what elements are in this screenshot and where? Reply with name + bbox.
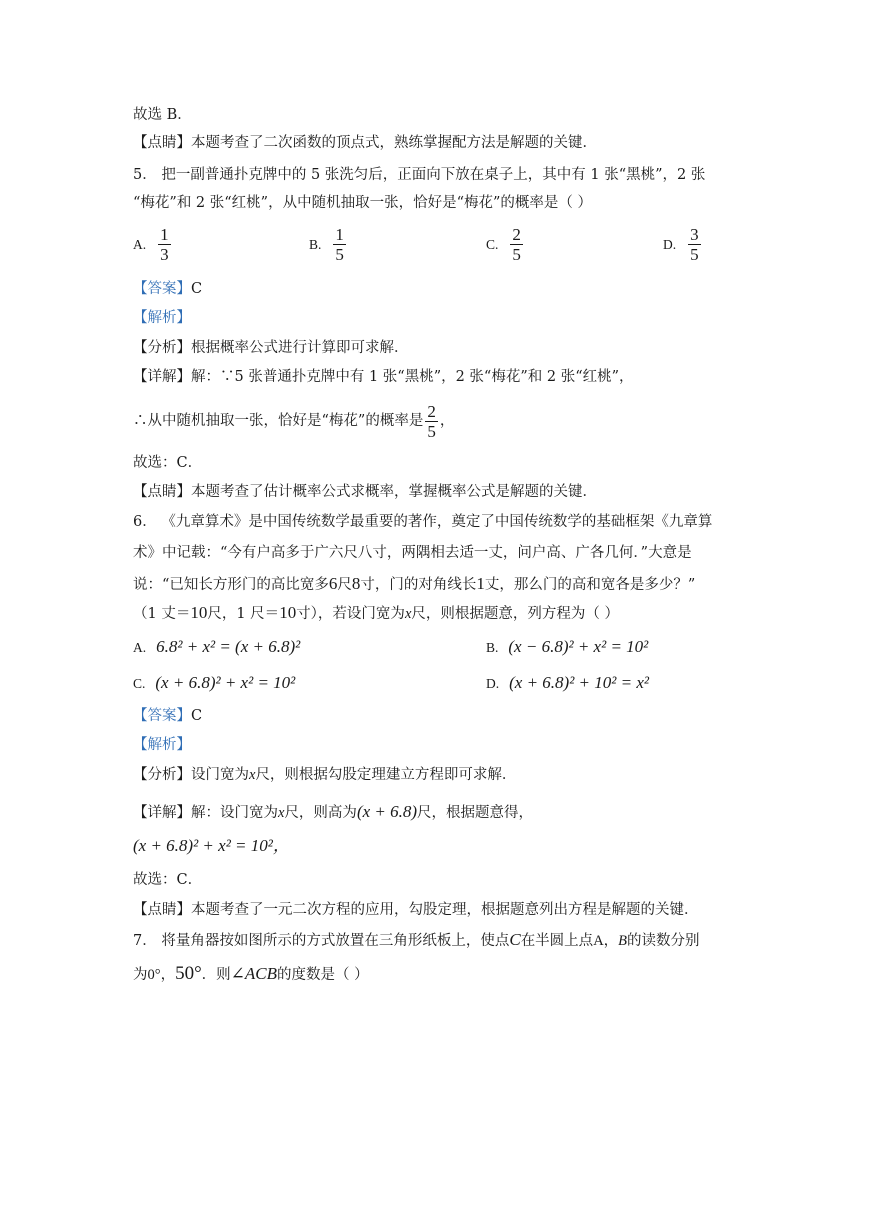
- q6-detail-line1: 【详解】解：设门宽为x尺，则高为(x + 6.8)尺，根据题意得，: [133, 802, 534, 821]
- q5-option-c: C. $\frac{2}{5}$: [486, 225, 521, 264]
- q6-answer: 【答案】C: [133, 708, 203, 724]
- q7-stem-line2: 为0°，50°．则∠ACB的度数是（ ）: [133, 963, 369, 984]
- q5-answer: 【答案】C: [133, 281, 203, 297]
- dianjing-line-q4: 【点睛】本题考查了二次函数的顶点式，熟练掌握配方法是解题的关键．: [133, 135, 597, 151]
- q6-option-c: C. (x + 6.8)² + x² = 10²: [133, 673, 296, 692]
- q6-stem-line2: 术》中记载：“今有户高多于广六尺八寸，两隅相去适一丈，问户高、广各几何．”大意是: [133, 545, 692, 561]
- q5-jiexi: 【解析】: [133, 310, 191, 326]
- q6-stem-line3: 说：“已知长方形门的高比宽多6尺8寸，门的对角线长1丈，那么门的高和宽各是多少？”: [133, 574, 696, 593]
- q5-fenxi: 【分析】根据概率公式进行计算即可求解．: [133, 340, 409, 356]
- q5-detail-line2: ∴从中随机抽取一张，恰好是“梅花”的概率是 $\frac{2}{5}$ ，: [133, 401, 455, 441]
- q5-stem-line2: “梅花”和 2 张“红桃”，从中随机抽取一张，恰好是“梅花”的概率是（ ）: [133, 195, 593, 211]
- q6-jiexi: 【解析】: [133, 737, 191, 753]
- conclusion-line: 故选 B．: [133, 107, 192, 123]
- q6-stem-line4: （1 丈＝10尺，1 尺＝10寸），若设门宽为x尺，则根据题意，列方程为（ ）: [133, 603, 619, 622]
- q5-conclusion: 故选：C．: [133, 455, 203, 471]
- q6-equation: (x + 6.8)² + x² = 10²，: [133, 836, 290, 855]
- q6-option-a: A. 6.8² + x² = (x + 6.8)²: [133, 637, 301, 656]
- q5-detail-line1: 【详解】解：∵5 张普通扑克牌中有 1 张“黑桃”，2 张“梅花”和 2 张“红桃”，: [133, 369, 634, 385]
- q6-stem-line1: 6． 《九章算术》是中国传统数学最重要的著作，奠定了中国传统数学的基础框架《九章算: [133, 514, 713, 530]
- q6-option-b: B. (x − 6.8)² + x² = 10²: [486, 637, 649, 656]
- q5-option-b: B. $\frac{1}{5}$: [309, 225, 344, 264]
- q7-stem-line1: 7． 将量角器按如图所示的方式放置在三角形纸板上，使点C在半圆上点A，B的读数分别: [133, 930, 700, 949]
- q5-dianjing: 【点睛】本题考查了估计概率公式求概率，掌握概率公式是解题的关键．: [133, 484, 597, 500]
- q6-fenxi: 【分析】设门宽为x尺，则根据勾股定理建立方程即可求解．: [133, 767, 517, 783]
- q5-option-a: A. $\frac{1}{3}$: [133, 225, 169, 264]
- q6-conclusion: 故选：C．: [133, 872, 203, 888]
- q5-option-d: D. $\frac{3}{5}$: [663, 225, 699, 264]
- q6-option-d: D. (x + 6.8)² + 10² = x²: [486, 673, 649, 692]
- q6-dianjing: 【点睛】本题考查了一元二次方程的应用，勾股定理，根据题意列出方程是解题的关键．: [133, 902, 699, 918]
- q5-stem-line1: 5． 把一副普通扑克牌中的 5 张洗匀后，正面向下放在桌子上，其中有 1 张“黑桃”，2 张: [133, 167, 706, 183]
